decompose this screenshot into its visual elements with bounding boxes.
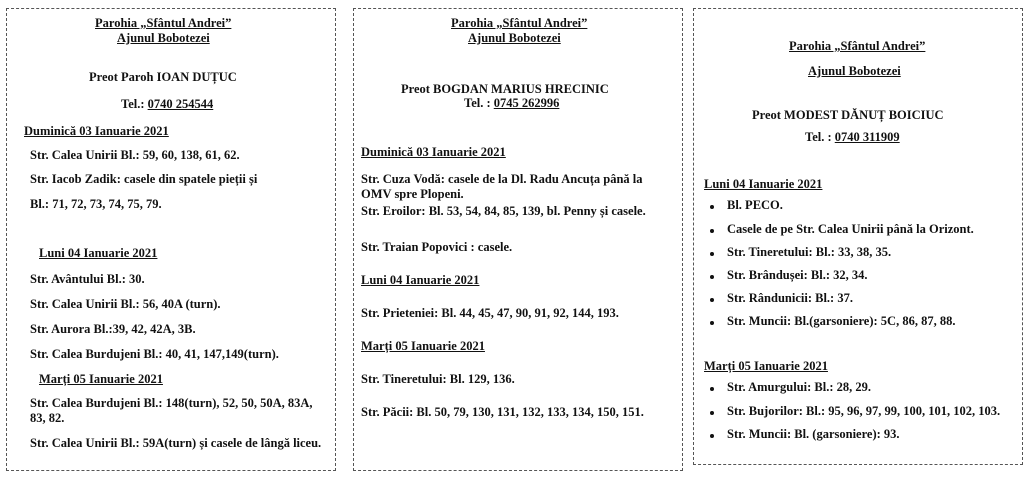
bullet-icon	[710, 229, 714, 233]
list-item: Str. Iacob Zadik: casele din spatele pieții și	[30, 172, 258, 186]
parish-name: Parohia „Sfântul Andrei”	[95, 16, 232, 30]
bullet-icon	[710, 321, 714, 325]
list-item: Str. Calea Unirii Bl.: 59, 60, 138, 61, 62.	[30, 148, 240, 162]
bullet-icon	[710, 298, 714, 302]
section-date: Duminică 03 Ianuarie 2021	[361, 145, 506, 159]
list-item: Str. Avântului Bl.: 30.	[30, 272, 145, 286]
list-item: Str. Cuza Vodă: casele de la Dl. Radu Ancuța până la OMV spre Plopeni.	[361, 172, 643, 201]
priest-name: Preot BOGDAN MARIUS HRECINIC	[401, 82, 609, 96]
list-item: Str. Prieteniei: Bl. 44, 45, 47, 90, 91, 92, 144, 193.	[361, 306, 619, 320]
parish-name: Parohia „Sfântul Andrei”	[789, 39, 926, 53]
bullet-icon	[710, 205, 714, 209]
section-date: Luni 04 Ianuarie 2021	[361, 273, 480, 287]
section-date: Luni 04 Ianuarie 2021	[39, 246, 158, 260]
parish-name: Parohia „Sfântul Andrei”	[451, 16, 588, 30]
list-item: Str. Calea Burdujeni Bl.: 40, 41, 147,149(turn).	[30, 347, 279, 361]
list-item: Str. Bujorilor: Bl.: 95, 96, 97, 99, 100, 101, 102, 103.	[727, 404, 1001, 418]
list-item: Str. Calea Unirii Bl.: 59A(turn) și casele de lângă liceu.	[30, 436, 322, 450]
list-item: Str. Muncii: Bl. (garsoniere): 93.	[727, 427, 900, 441]
list-item: Bl.: 71, 72, 73, 74, 75, 79.	[30, 197, 162, 211]
phone-line	[805, 130, 900, 145]
phone-line	[464, 96, 559, 111]
list-item: Str. Traian Popovici : casele.	[361, 240, 513, 254]
list-item: Str. Calea Burdujeni Bl.: 148(turn), 52, 50, 50A, 83A, 83, 82.	[30, 396, 313, 425]
priest-name: Preot MODEST DĂNUȚ BOICIUC	[752, 108, 944, 122]
occasion-title: Ajunul Bobotezei	[468, 31, 561, 45]
section-date: Luni 04 Ianuarie 2021	[704, 177, 823, 191]
list-item: Str. Eroilor: Bl. 53, 54, 84, 85, 139, bl. Penny și casele.	[361, 204, 646, 218]
bullet-icon	[710, 411, 714, 415]
phone-number[interactable]: 0740 311909	[834, 130, 900, 144]
occasion-title: Ajunul Bobotezei	[117, 31, 210, 45]
phone-label: Tel. :	[464, 96, 491, 110]
phone-label: Tel.:	[121, 97, 145, 111]
bullet-icon	[710, 252, 714, 256]
list-item: Str. Aurora Bl.:39, 42, 42A, 3B.	[30, 322, 196, 336]
list-item: Str. Brândușei: Bl.: 32, 34.	[727, 268, 868, 282]
phone-number[interactable]: 0740 254544	[147, 97, 214, 111]
bullet-icon	[710, 434, 714, 438]
list-item: Casele de pe Str. Calea Unirii până la Orizont.	[727, 222, 974, 236]
list-item: Str. Muncii: Bl.(garsoniere): 5C, 86, 87, 88.	[727, 314, 956, 328]
list-item: Str. Amurgului: Bl.: 28, 29.	[727, 380, 872, 394]
bullet-icon	[710, 275, 714, 279]
section-date: Marți 05 Ianuarie 2021	[704, 359, 828, 373]
list-item: Str. Tineretului: Bl. 129, 136.	[361, 372, 515, 386]
section-date: Marți 05 Ianuarie 2021	[361, 339, 485, 353]
priest-name: Preot Paroh IOAN DUȚUC	[89, 70, 237, 84]
list-item: Str. Rândunicii: Bl.: 37.	[727, 291, 853, 305]
section-date: Marți 05 Ianuarie 2021	[39, 372, 163, 386]
bullet-icon	[710, 387, 714, 391]
list-item: Bl. PECO.	[727, 198, 783, 212]
list-item: Str. Calea Unirii Bl.: 56, 40A (turn).	[30, 297, 221, 311]
schedule-panel-3	[693, 8, 1023, 465]
list-item: Str. Păcii: Bl. 50, 79, 130, 131, 132, 133, 134, 150, 151.	[361, 405, 644, 419]
phone-line	[121, 97, 213, 112]
phone-number[interactable]: 0745 262996	[493, 96, 560, 110]
phone-label: Tel. :	[805, 130, 832, 144]
section-date: Duminică 03 Ianuarie 2021	[24, 124, 169, 138]
list-item: Str. Tineretului: Bl.: 33, 38, 35.	[727, 245, 892, 259]
schedule-panel-2	[353, 8, 683, 471]
occasion-title: Ajunul Bobotezei	[808, 64, 901, 78]
schedule-panel-1	[6, 8, 336, 471]
